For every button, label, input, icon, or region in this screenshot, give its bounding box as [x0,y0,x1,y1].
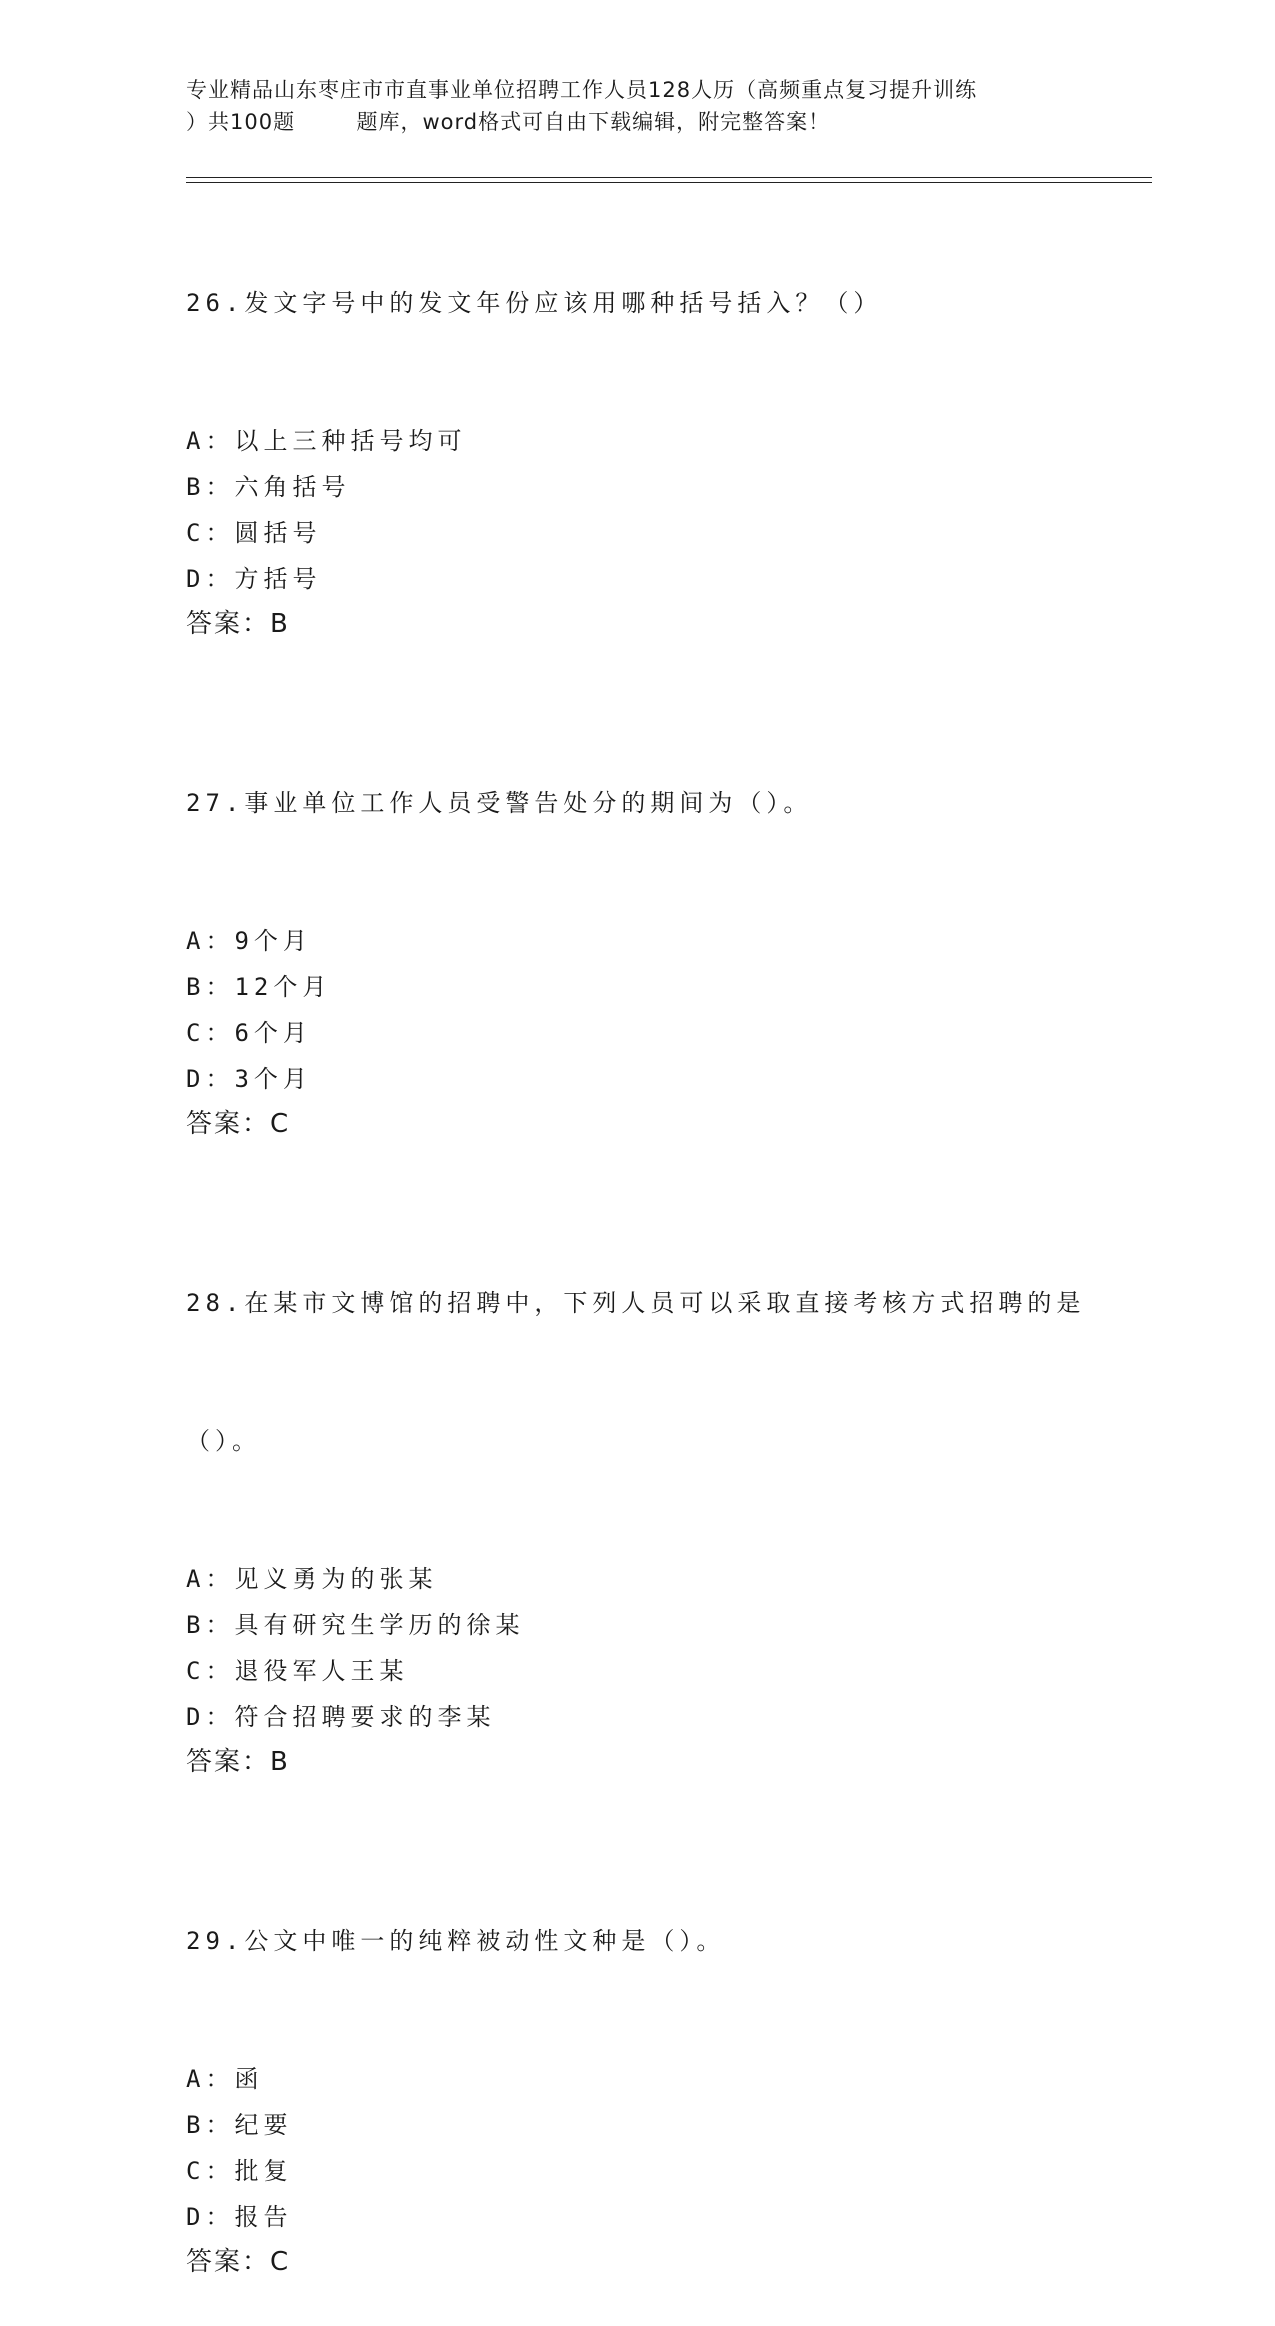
option-a: A：以上三种括号均可 [186,427,467,455]
answer-label: 答案：C [186,1109,291,1139]
answer-label: 答案：C [186,2247,291,2277]
question-28 [186,1188,1086,1784]
option-d: D：3个月 [186,1065,312,1093]
option-d: D：符合招聘要求的李某 [186,1703,496,1731]
question-stem-line: 29.公文中唯一的纯粹被动性文种是（）。 [186,1927,726,1955]
question-26 [186,188,1086,646]
header-title-line-1: 专业精品山东枣庄市市直事业单位招聘工作人员128人历（高频重点复习提升训练 [186,78,978,102]
question-stem [186,188,1086,418]
question-stem [186,688,1086,918]
question-list [186,188,1086,2326]
option-b: B：12个月 [186,973,332,1001]
question-stem [186,1188,1086,1556]
option-a: A：见义勇为的张某 [186,1565,438,1593]
option-d: D：报告 [186,2203,293,2231]
question-stem-line: （）。 [186,1427,261,1455]
question-stem-line: 27.事业单位工作人员受警告处分的期间为（）。 [186,789,813,817]
option-a: A：函 [186,2065,264,2093]
option-c: C：退役军人王某 [186,1657,409,1685]
question-29 [186,1826,1086,2284]
option-c: C：6个月 [186,1019,312,1047]
option-b: B：具有研究生学历的徐某 [186,1611,525,1639]
question-27 [186,688,1086,1146]
header-title-line-2: ）共100题 题库，word格式可自由下载编辑，附完整答案！ [186,110,831,134]
document-header [186,74,1086,138]
option-b: B：纪要 [186,2111,293,2139]
question-stem-line: 26.发文字号中的发文年份应该用哪种括号括入？（） [186,289,883,317]
option-c: C：批复 [186,2157,293,2185]
option-b: B：六角括号 [186,473,351,501]
answer-label: 答案：B [186,1747,290,1777]
option-c: C：圆括号 [186,519,322,547]
option-d: D：方括号 [186,565,322,593]
question-stem [186,1826,1086,2056]
option-a: A：9个月 [186,927,312,955]
question-stem-line: 28.在某市文博馆的招聘中，下列人员可以采取直接考核方式招聘的是 [186,1289,1086,1317]
answer-label: 答案：B [186,609,290,639]
header-divider-bottom [186,182,1152,183]
header-divider-top [186,177,1152,178]
